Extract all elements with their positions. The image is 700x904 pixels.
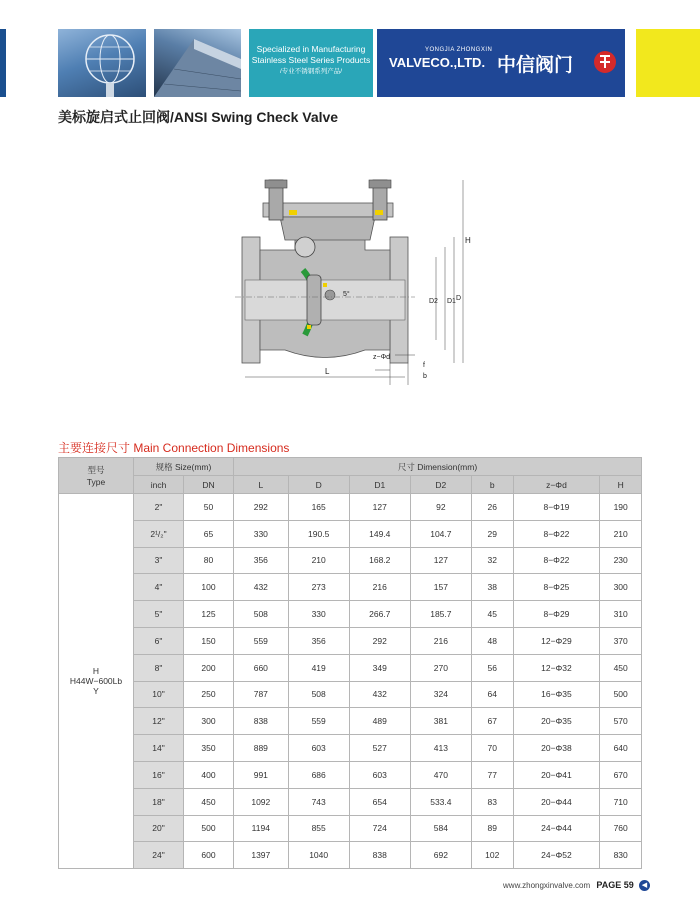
table-cell: 230 xyxy=(600,547,642,574)
table-cell: 8−Φ29 xyxy=(513,601,600,628)
table-cell: 104.7 xyxy=(410,520,471,547)
col-b: b xyxy=(471,476,513,494)
type-cell: H H44W−600Lb Y xyxy=(59,494,134,869)
col-header-type xyxy=(59,458,134,494)
table-cell: 3" xyxy=(134,547,184,574)
table-cell: 38 xyxy=(471,574,513,601)
dim-label-b: b xyxy=(423,373,427,380)
page-title: 美标旋启式止回阀/ANSI Swing Check Valve xyxy=(58,109,339,125)
table-cell: 889 xyxy=(234,735,289,762)
table-row xyxy=(59,842,642,869)
table-cell: 150 xyxy=(184,627,234,654)
table-row xyxy=(59,494,642,521)
table-cell: 24" xyxy=(134,842,184,869)
table-cell: 149.4 xyxy=(349,520,410,547)
table-cell: 26 xyxy=(471,494,513,521)
table-cell: 12" xyxy=(134,708,184,735)
table-cell: 50 xyxy=(184,494,234,521)
table-cell: 603 xyxy=(288,735,349,762)
table-cell: 20−Φ38 xyxy=(513,735,600,762)
table-cell: 2" xyxy=(134,494,184,521)
section-title: 主要连接尺寸 Main Connection Dimensions xyxy=(58,441,290,455)
table-cell: 787 xyxy=(234,681,289,708)
table-cell: 24−Φ44 xyxy=(513,815,600,842)
dim-label-L: L xyxy=(325,367,330,376)
table-cell: 450 xyxy=(184,788,234,815)
table-cell: 125 xyxy=(184,601,234,628)
table-cell: 508 xyxy=(234,601,289,628)
page-footer xyxy=(503,880,650,891)
table-cell: 266.7 xyxy=(349,601,410,628)
table-cell: 640 xyxy=(600,735,642,762)
table-cell: 330 xyxy=(234,520,289,547)
table-cell: 760 xyxy=(600,815,642,842)
table-cell: 190 xyxy=(600,494,642,521)
header-photo-globe xyxy=(58,29,146,97)
col-header-size: 规格 Size(mm) xyxy=(134,458,234,476)
tagline-line3: /专业不锈钢系列产品/ xyxy=(279,68,343,75)
table-cell: 29 xyxy=(471,520,513,547)
table-cell: 12−Φ32 xyxy=(513,654,600,681)
table-cell: 1040 xyxy=(288,842,349,869)
table-cell: 100 xyxy=(184,574,234,601)
table-cell: 855 xyxy=(288,815,349,842)
table-cell: 80 xyxy=(184,547,234,574)
table-cell: 24−Φ52 xyxy=(513,842,600,869)
valve-cross-section-drawing xyxy=(225,175,485,395)
header-photo-building xyxy=(154,29,241,97)
table-cell: 686 xyxy=(288,761,349,788)
dim-label-zphid: z−Φd xyxy=(373,354,391,361)
table-cell: 527 xyxy=(349,735,410,762)
col-header-dimension: 尺寸 Dimension(mm) xyxy=(234,458,642,476)
dim-label-D1: D1 xyxy=(447,298,456,305)
table-cell: 533.4 xyxy=(410,788,471,815)
table-cell: 300 xyxy=(600,574,642,601)
table-cell: 489 xyxy=(349,708,410,735)
table-row xyxy=(59,761,642,788)
table-cell: 273 xyxy=(288,574,349,601)
table-cell: 292 xyxy=(234,494,289,521)
table-cell: 330 xyxy=(288,601,349,628)
table-cell: 603 xyxy=(349,761,410,788)
table-cell: 250 xyxy=(184,681,234,708)
table-cell: 127 xyxy=(410,547,471,574)
col-inch: inch xyxy=(134,476,184,494)
dimensions-table xyxy=(58,457,642,869)
table-cell: 200 xyxy=(184,654,234,681)
table-cell: 216 xyxy=(410,627,471,654)
table-row xyxy=(59,681,642,708)
table-cell: 500 xyxy=(184,815,234,842)
table-body xyxy=(59,494,642,869)
table-cell: 5" xyxy=(134,601,184,628)
table-cell: 500 xyxy=(600,681,642,708)
table-cell: 56 xyxy=(471,654,513,681)
table-cell: 20" xyxy=(134,815,184,842)
type-header-en: Type xyxy=(86,476,106,487)
table-cell: 1397 xyxy=(234,842,289,869)
header-yellow-tab xyxy=(636,29,700,97)
table-cell: 743 xyxy=(288,788,349,815)
brand-block xyxy=(377,29,625,97)
table-cell: 70 xyxy=(471,735,513,762)
col-l: L xyxy=(234,476,289,494)
table-cell: 165 xyxy=(288,494,349,521)
table-cell: 8−Φ25 xyxy=(513,574,600,601)
prev-page-arrow-icon[interactable]: ◀ xyxy=(639,880,650,891)
table-cell: 559 xyxy=(234,627,289,654)
table-cell: 4" xyxy=(134,574,184,601)
table-cell: 670 xyxy=(600,761,642,788)
dim-label-f: f xyxy=(423,362,425,369)
table-cell: 724 xyxy=(349,815,410,842)
table-cell: 20−Φ44 xyxy=(513,788,600,815)
table-cell: 381 xyxy=(410,708,471,735)
dim-label-H: H xyxy=(465,236,471,245)
table-row xyxy=(59,574,642,601)
table-cell: 102 xyxy=(471,842,513,869)
table-cell: 324 xyxy=(410,681,471,708)
table-row xyxy=(59,654,642,681)
table-cell: 838 xyxy=(234,708,289,735)
table-cell: 349 xyxy=(349,654,410,681)
table-cell: 77 xyxy=(471,761,513,788)
table-cell: 32 xyxy=(471,547,513,574)
table-cell: 584 xyxy=(410,815,471,842)
table-cell: 185.7 xyxy=(410,601,471,628)
table-row xyxy=(59,815,642,842)
table-cell: 432 xyxy=(349,681,410,708)
table-cell: 210 xyxy=(600,520,642,547)
table-cell: 67 xyxy=(471,708,513,735)
col-dn: DN xyxy=(184,476,234,494)
table-cell: 16" xyxy=(134,761,184,788)
table-cell: 92 xyxy=(410,494,471,521)
table-cell: 18" xyxy=(134,788,184,815)
dim-label-angle: 5° xyxy=(343,291,350,298)
page-header xyxy=(0,29,700,97)
brand-logo-icon xyxy=(594,51,616,73)
table-cell: 710 xyxy=(600,788,642,815)
table-cell: 356 xyxy=(234,547,289,574)
table-row xyxy=(59,601,642,628)
table-cell: 157 xyxy=(410,574,471,601)
table-cell: 216 xyxy=(349,574,410,601)
brand-english: VALVECO.,LTD. xyxy=(389,55,486,70)
tagline-line2: Stainless Steel Series Products xyxy=(251,55,371,65)
table-row xyxy=(59,520,642,547)
table-cell: 432 xyxy=(234,574,289,601)
table-cell: 413 xyxy=(410,735,471,762)
brand-chinese: 中信阀门 xyxy=(497,55,574,76)
table-cell: 991 xyxy=(234,761,289,788)
table-cell: 600 xyxy=(184,842,234,869)
table-cell: 190.5 xyxy=(288,520,349,547)
table-cell: 8−Φ22 xyxy=(513,547,600,574)
table-cell: 508 xyxy=(288,681,349,708)
page-number: PAGE 59 xyxy=(596,880,634,890)
tagline-line1: Specialized in Manufacturing xyxy=(256,44,366,54)
table-cell: 8−Φ22 xyxy=(513,520,600,547)
table-cell: 20−Φ41 xyxy=(513,761,600,788)
table-cell: 660 xyxy=(234,654,289,681)
type-header-cn: 型号 xyxy=(87,464,105,475)
table-cell: 450 xyxy=(600,654,642,681)
table-cell: 2¹/₂" xyxy=(134,520,184,547)
table-cell: 370 xyxy=(600,627,642,654)
table-cell: 16−Φ35 xyxy=(513,681,600,708)
table-cell: 45 xyxy=(471,601,513,628)
table-row xyxy=(59,627,642,654)
table-row xyxy=(59,547,642,574)
table-cell: 64 xyxy=(471,681,513,708)
table-row xyxy=(59,788,642,815)
col-d2: D2 xyxy=(410,476,471,494)
col-zphid: z−Φd xyxy=(513,476,600,494)
header-left-stripe xyxy=(0,29,6,97)
table-cell: 310 xyxy=(600,601,642,628)
table-cell: 1092 xyxy=(234,788,289,815)
table-cell: 210 xyxy=(288,547,349,574)
table-cell: 559 xyxy=(288,708,349,735)
table-cell: 292 xyxy=(349,627,410,654)
table-cell: 168.2 xyxy=(349,547,410,574)
table-cell: 8" xyxy=(134,654,184,681)
table-cell: 270 xyxy=(410,654,471,681)
table-cell: 89 xyxy=(471,815,513,842)
dim-label-D2: D2 xyxy=(429,298,438,305)
table-cell: 300 xyxy=(184,708,234,735)
footer-url[interactable]: www.zhongxinvalve.com xyxy=(503,881,591,890)
table-header-row-1 xyxy=(59,458,642,476)
table-cell: 6" xyxy=(134,627,184,654)
table-cell: 419 xyxy=(288,654,349,681)
table-cell: 1194 xyxy=(234,815,289,842)
table-cell: 8−Φ19 xyxy=(513,494,600,521)
brand-pinyin: YONGJIA ZHONGXIN xyxy=(425,47,493,53)
table-cell: 65 xyxy=(184,520,234,547)
table-row xyxy=(59,708,642,735)
table-header-row-2 xyxy=(59,476,642,494)
table-cell: 14" xyxy=(134,735,184,762)
table-cell: 83 xyxy=(471,788,513,815)
dim-label-D: D xyxy=(456,295,462,302)
table-row xyxy=(59,735,642,762)
table-cell: 400 xyxy=(184,761,234,788)
table-cell: 830 xyxy=(600,842,642,869)
table-cell: 692 xyxy=(410,842,471,869)
table-cell: 350 xyxy=(184,735,234,762)
col-h: H xyxy=(600,476,642,494)
col-d: D xyxy=(288,476,349,494)
col-d1: D1 xyxy=(349,476,410,494)
table-cell: 356 xyxy=(288,627,349,654)
table-cell: 127 xyxy=(349,494,410,521)
table-cell: 470 xyxy=(410,761,471,788)
table-cell: 12−Φ29 xyxy=(513,627,600,654)
header-tagline xyxy=(249,29,373,97)
table-cell: 10" xyxy=(134,681,184,708)
table-cell: 838 xyxy=(349,842,410,869)
table-cell: 570 xyxy=(600,708,642,735)
table-cell: 20−Φ35 xyxy=(513,708,600,735)
table-cell: 48 xyxy=(471,627,513,654)
table-cell: 654 xyxy=(349,788,410,815)
